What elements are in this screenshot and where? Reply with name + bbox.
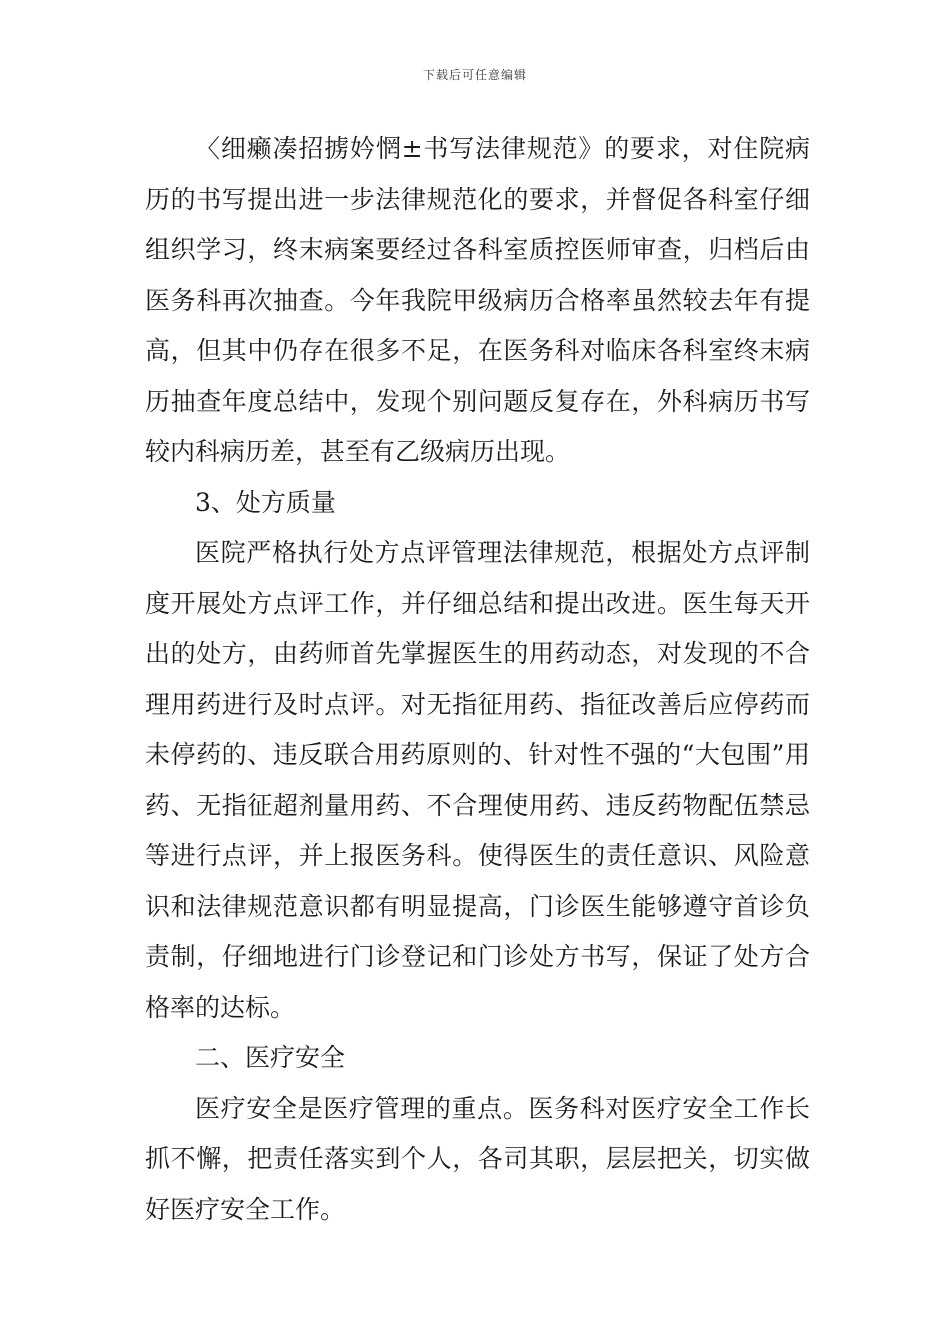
paragraph-medical-records: 〈细癞凑招掳妗惘±书写法律规范》的要求，对住院病历的书写提出进一步法律规范化的要求，并督促各科室仔细组织学习，终末病案要经过各科室质控医师审查，归档后由医务科再次抽查。今年我院甲级病历合格率虽然较去年有提高，但其中仍存在很多不足，在医务科对临床各科室终末病历抽查年度总结中，发现个别问题反复存在，外科病历书写较内科病历差，甚至有乙级病历出现。 [145,134,810,466]
document-body [145,124,810,1235]
paragraph-prescription-review: 医院严格执行处方点评管理法律规范，根据处方点评制度开展处方点评工作，并仔细总结和提出改进。医生每天开出的处方，由药师首先掌握医生的用药动态，对发现的不合理用药进行及时点评。对无指征用药、指征改善后应停药而未停药的、违反联合用药原则的、针对性不强的“大包围”用药、无指征超剂量用药、不合理使用药、违反药物配伍禁忌等进行点评，并上报医务科。使得医生的责任意识、风险意识和法律规范意识都有明显提高，门诊医生能够遵守首诊负责制，仔细地进行门诊登记和门诊处方书写，保证了处方合格率的达标。 [145,538,810,1022]
page-header-note: 下载后可任意编辑 [422,68,527,82]
heading-medical-safety: 二、医疗安全 [195,1043,346,1072]
heading-prescription-quality: 3、处方质量 [195,487,336,517]
paragraph-medical-safety: 医疗安全是医疗管理的重点。医务科对医疗安全工作长抓不懈，把责任落实到个人，各司其职，层层把关，切实做好医疗安全工作。 [145,1093,810,1224]
